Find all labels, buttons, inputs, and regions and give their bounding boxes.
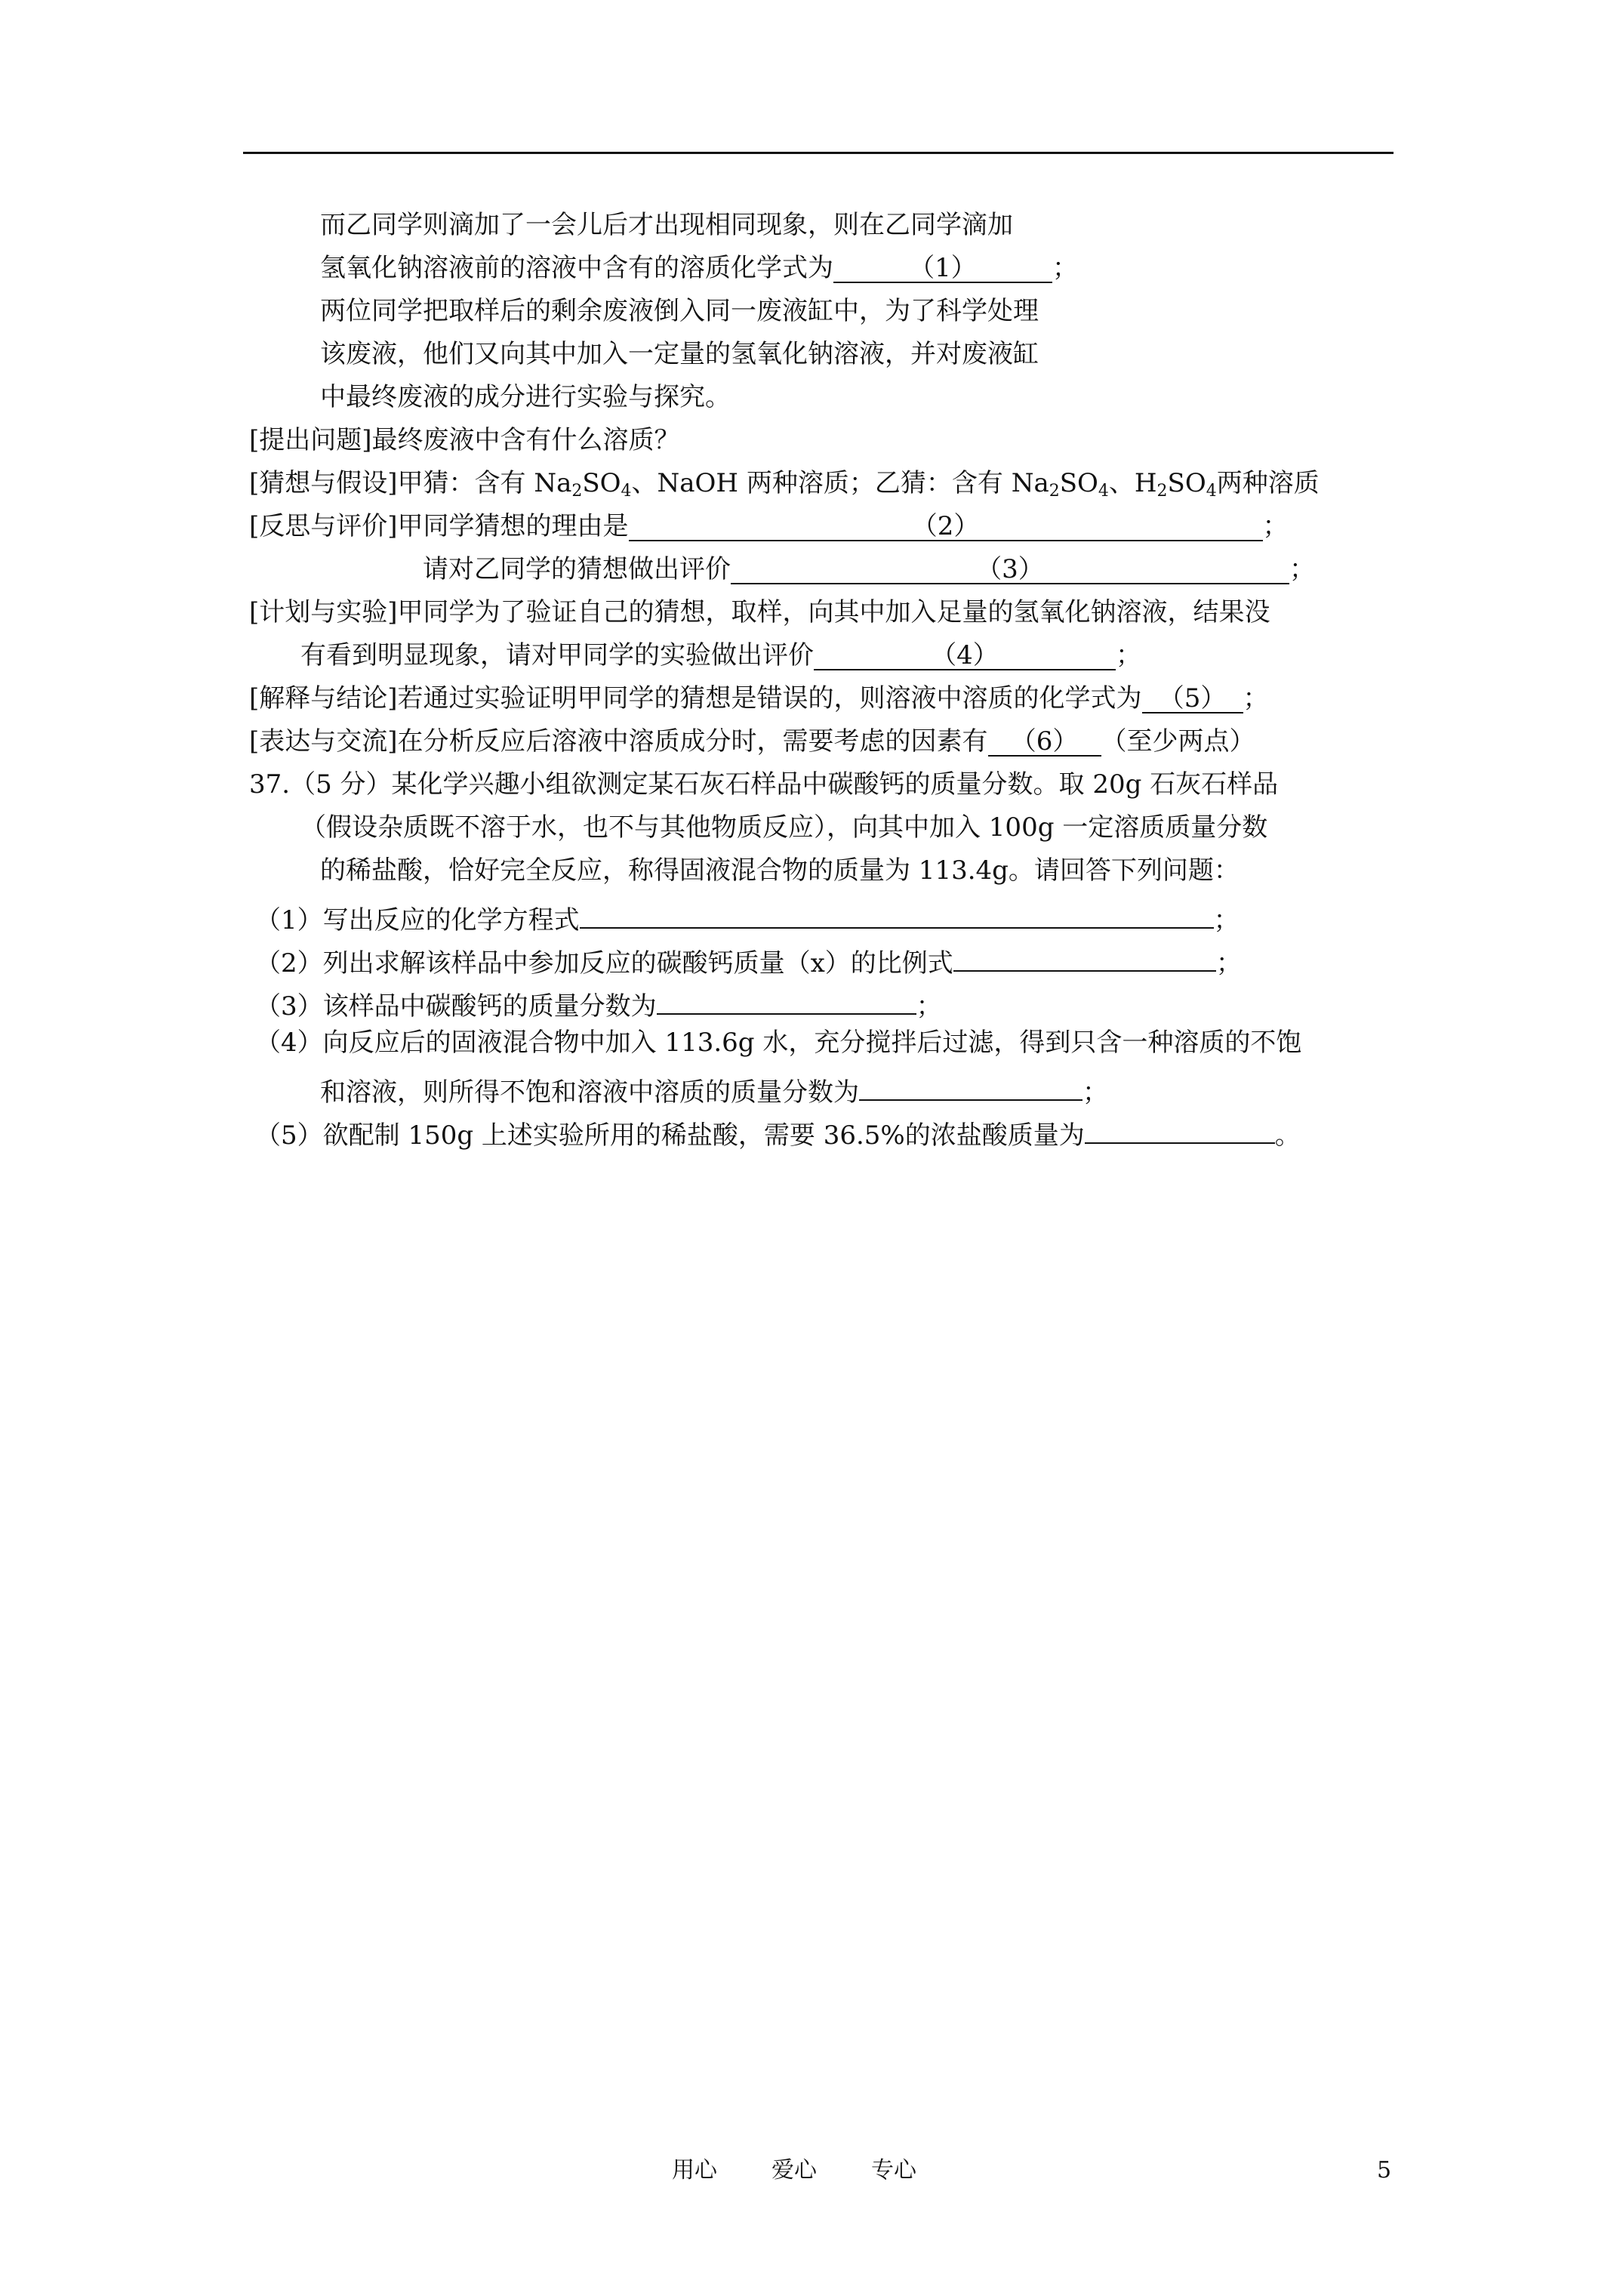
q37-part-4-line-1: （4）向反应后的固液混合物中加入 113.6g 水，充分搅拌后过滤，得到只含一种溶质的不饱 — [255, 1028, 1302, 1058]
q37-part-3: （3）该样品中碳酸钙的质量分数为 ； — [255, 983, 942, 1023]
reflect-line-2: 请对乙同学的猜想做出评价 （3） ； — [423, 554, 1315, 584]
q37-line-3: 的稀盐酸，恰好完全反应，称得固液混合物的质量为 113.4g。请回答下列问题： — [320, 855, 1240, 886]
answer-blank-q37-2[interactable] — [953, 940, 1216, 972]
header-rule — [243, 152, 1394, 154]
q37-part-1: （1）写出反应的化学方程式 ； — [255, 897, 1240, 937]
question-line: [提出问题]最终废液中含有什么溶质？ — [249, 425, 680, 455]
answer-blank-q37-5[interactable] — [1085, 1112, 1275, 1144]
plan-line-2: 有看到明显现象，请对甲同学的实验做出评价 （4） ； — [300, 640, 1141, 670]
conclusion-line: [解释与结论]若通过实验证明甲同学的猜想是错误的，则溶液中溶质的化学式为 （5） ； — [249, 683, 1269, 713]
intro-line-5: 中最终废液的成分进行实验与探究。 — [320, 382, 731, 412]
answer-blank-4[interactable]: （4） — [814, 639, 1116, 670]
plan-line-1: [计划与实验]甲同学为了验证自己的猜想，取样，向其中加入足量的氢氧化钠溶液，结果没 — [249, 597, 1270, 627]
intro-line-3: 两位同学把取样后的剩余废液倒入同一废液缸中，为了科学处理 — [320, 296, 1039, 326]
q37-part-2: （2）列出求解该样品中参加反应的碳酸钙质量（x）的比例式 ； — [255, 940, 1242, 980]
reflect-line-1: [反思与评价]甲同学猜想的理由是 （2） ； — [249, 511, 1289, 541]
footer-slogan-3: 专心 — [871, 2157, 916, 2184]
answer-blank-q37-4[interactable] — [859, 1069, 1083, 1101]
page-number: 5 — [1377, 2157, 1392, 2184]
answer-blank-1[interactable]: （1） — [833, 251, 1052, 283]
footer-slogan-2: 爱心 — [771, 2157, 817, 2184]
q37-part-5: （5）欲配制 150g 上述实验所用的稀盐酸，需要 36.5%的浓盐酸质量为 。 — [255, 1112, 1301, 1152]
footer-slogan-1: 用心 — [672, 2157, 717, 2184]
answer-blank-5[interactable]: （5） — [1142, 682, 1243, 713]
answer-blank-2[interactable]: （2） — [629, 510, 1263, 541]
answer-blank-6[interactable]: （6） — [988, 725, 1101, 757]
hypothesis-line: [猜想与假设]甲猜：含有 $Na_2SO_4$、NaOH 两种溶质；乙猜：含有 $Na_2SO_4$、$H_2SO_4$两种溶质 — [249, 468, 1320, 501]
q37-part-4-line-2: 和溶液，则所得不饱和溶液中溶质的质量分数为 ； — [320, 1069, 1108, 1109]
intro-line-2: 氢氧化钠溶液前的溶液中含有的溶质化学式为 （1） ； — [320, 253, 1078, 283]
answer-blank-q37-1[interactable] — [580, 897, 1214, 929]
intro-line-1: 而乙同学则滴加了一会儿后才出现相同现象，则在乙同学滴加 — [320, 210, 1013, 240]
q37-line-2: （假设杂质既不溶于水，也不与其他物质反应），向其中加入 100g 一定溶质质量分数 — [300, 812, 1268, 843]
q37-line-1: 37.（5 分）某化学兴趣小组欲测定某石灰石样品中碳酸钙的质量分数。取 20g 石灰石样品 — [249, 769, 1279, 800]
answer-blank-q37-3[interactable] — [657, 983, 916, 1015]
exchange-line: [表达与交流]在分析反应后溶液中溶质成分时，需要考虑的因素有 （6） （至少两点） — [249, 726, 1255, 757]
answer-blank-3[interactable]: （3） — [731, 553, 1289, 584]
intro-line-4: 该废液，他们又向其中加入一定量的氢氧化钠溶液，并对废液缸 — [320, 339, 1039, 369]
